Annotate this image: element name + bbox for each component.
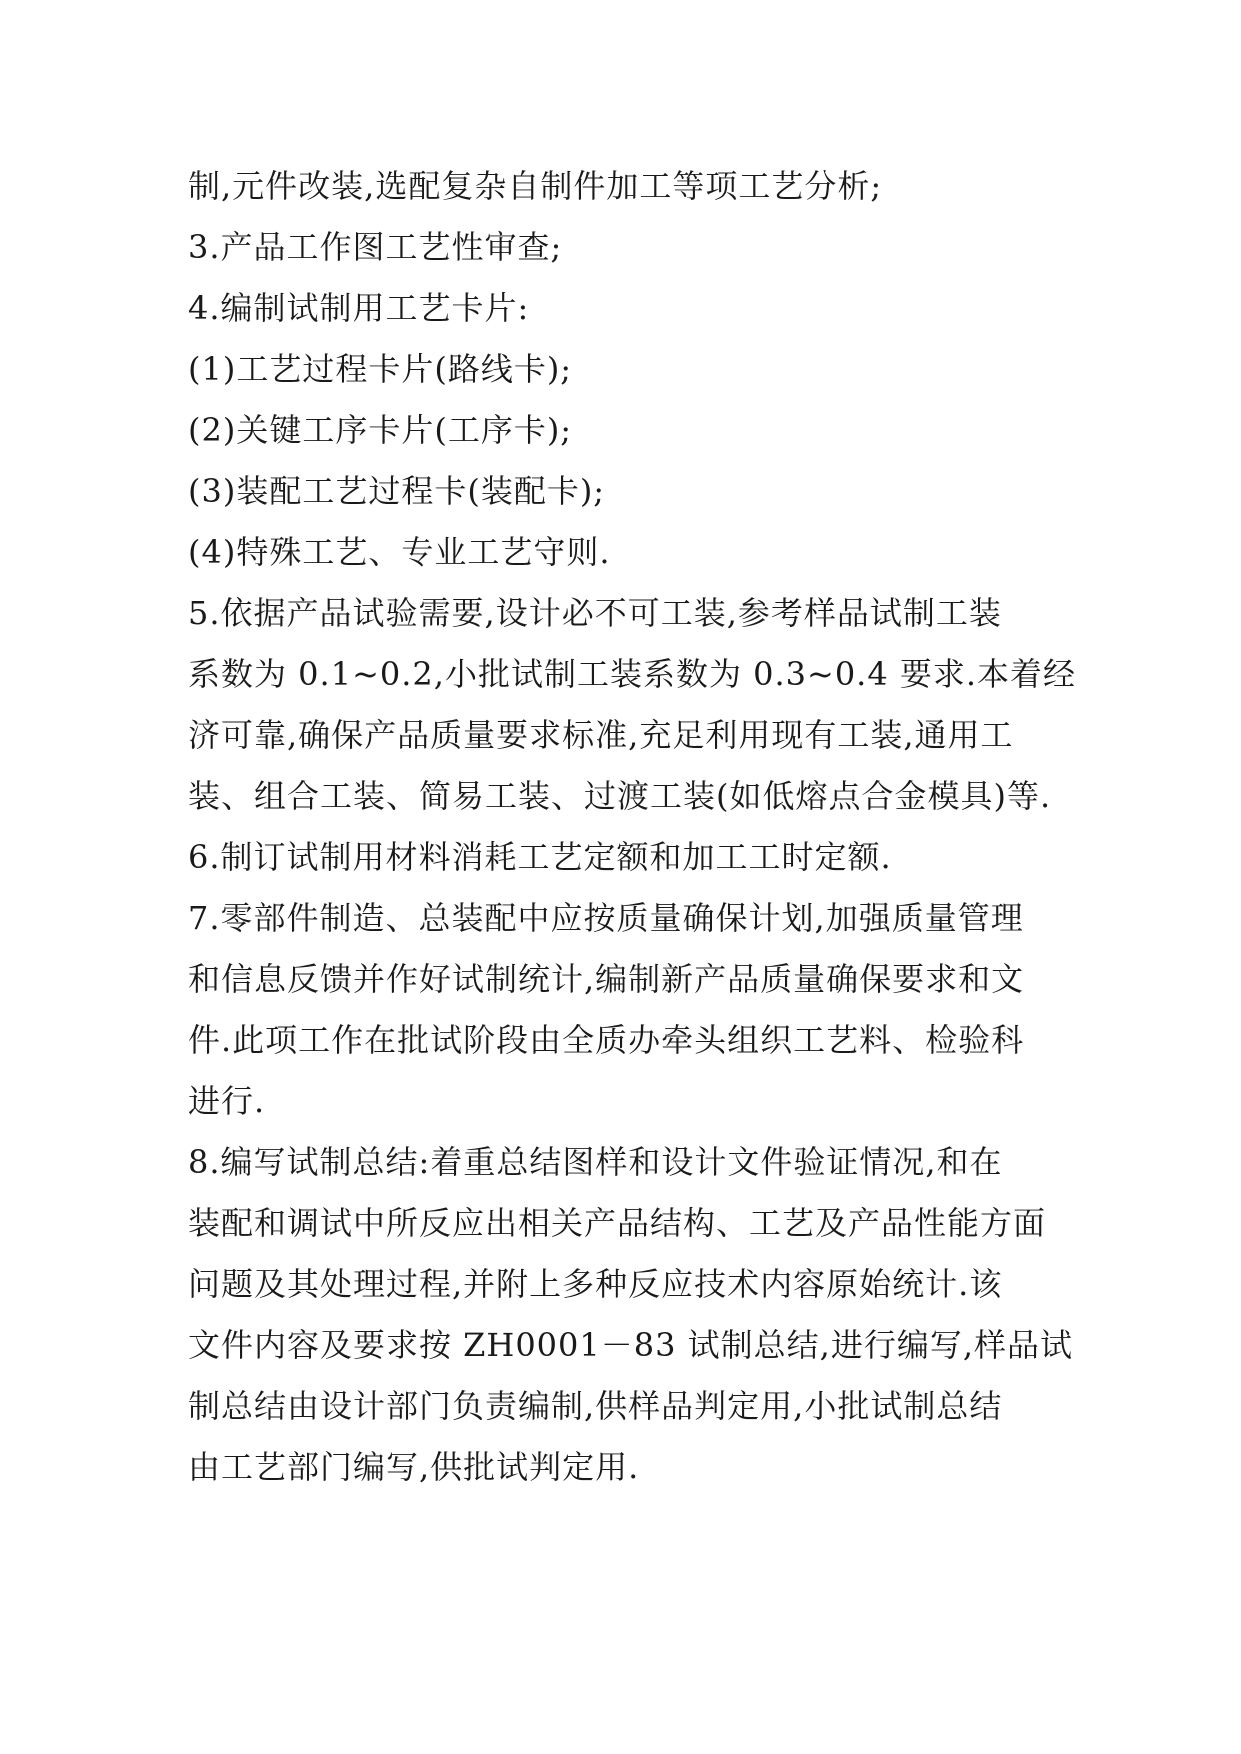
text-line: 问题及其处理过程,并附上多种反应技术内容原始统计.该 [188, 1265, 1003, 1303]
text-line: 3.产品工作图工艺性审查; [188, 228, 563, 266]
text-line: 6.制订试制用材料消耗工艺定额和加工工时定额. [188, 838, 892, 876]
text-line: 制,元件改装,选配复杂自制件加工等项工艺分析; [188, 167, 883, 205]
text-line: (1)工艺过程卡片(路线卡); [188, 350, 573, 388]
text-line: 进行. [188, 1082, 266, 1120]
text-line: 件.此项工作在批试阶段由全质办牵头组织工艺料、检验科 [188, 1021, 1025, 1059]
text-line: (3)装配工艺过程卡(装配卡); [188, 472, 606, 510]
document-body [188, 156, 1077, 1498]
text-line: 装、组合工装、简易工装、过渡工装(如低熔点合金模具)等. [188, 777, 1052, 815]
text-line: 7.零部件制造、总装配中应按质量确保计划,加强质量管理 [188, 899, 1024, 937]
text-line: 8.编写试制总结:着重总结图样和设计文件验证情况,和在 [188, 1143, 1003, 1181]
text-line: 济可靠,确保产品质量要求标准,充足利用现有工装,通用工 [188, 716, 1014, 754]
text-line: 和信息反馈并作好试制统计,编制新产品质量确保要求和文 [188, 960, 1025, 998]
text-line: 文件内容及要求按 ZH0001－83 试制总结,进行编写,样品试 [188, 1326, 1073, 1364]
text-line: 由工艺部门编写,供批试判定用. [188, 1448, 640, 1486]
text-line: (2)关键工序卡片(工序卡); [188, 411, 573, 449]
text-line: 系数为 0.1~0.2,小批试制工装系数为 0.3~0.4 要求.本着经 [188, 655, 1077, 693]
text-line: 4.编制试制用工艺卡片: [188, 289, 530, 327]
text-line: 制总结由设计部门负责编制,供样品判定用,小批试制总结 [188, 1387, 1003, 1425]
text-line: (4)特殊工艺、专业工艺守则. [188, 533, 611, 571]
text-line: 装配和调试中所反应出相关产品结构、工艺及产品性能方面 [188, 1204, 1047, 1242]
text-line: 5.依据产品试验需要,设计必不可工装,参考样品试制工装 [188, 594, 1002, 632]
